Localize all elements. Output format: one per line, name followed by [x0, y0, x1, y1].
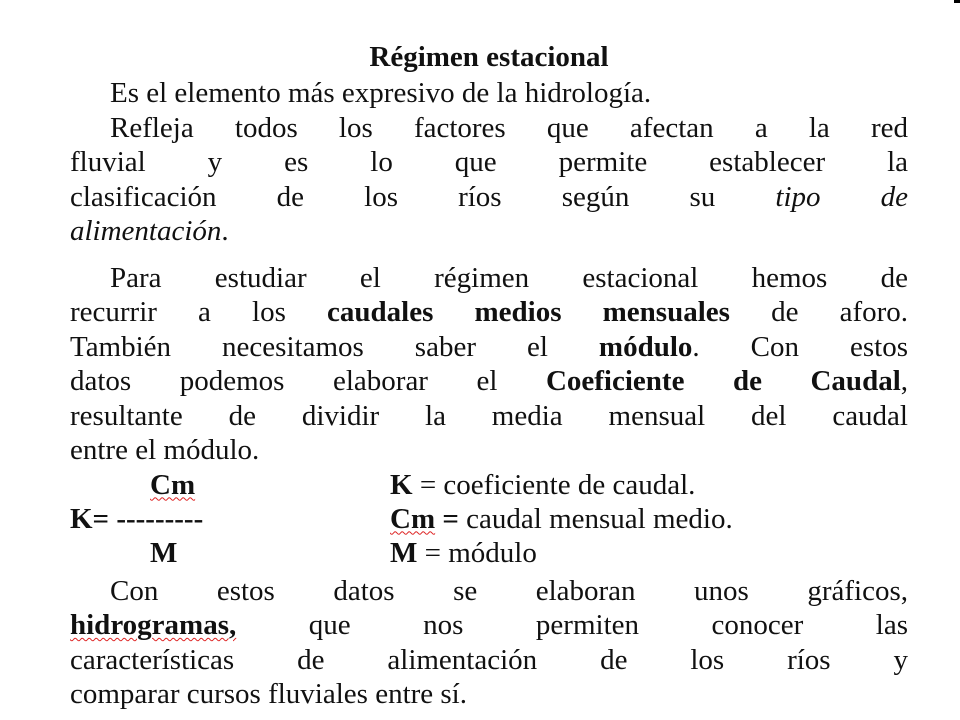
definition-m-text: = módulo [424, 536, 537, 569]
hidrogramas-line-1: Con estos datos se elaboran unos gráficos, [110, 574, 908, 607]
paragraph-intro [70, 76, 908, 111]
paragraph-hidrogramas [70, 574, 908, 712]
definition-cm-text: caudal mensual medio. [466, 502, 733, 535]
estudiar-line-2 [70, 295, 908, 330]
estudiar-line-4c: , [900, 365, 908, 397]
caudales-bold: caudales medios mensuales [327, 296, 730, 328]
hidrogramas-line-2b: que nos permiten conocer las [308, 609, 909, 641]
estudiar-line-3 [70, 330, 908, 365]
slide-content [70, 38, 908, 712]
refleja-line-4 [70, 214, 908, 249]
hidrogramas-bold: hidrogramas, [70, 609, 237, 641]
definition-cm [390, 502, 733, 536]
refleja-line-4-period: . [221, 215, 229, 247]
estudiar-line-5: resultante de dividir la media mensual del caudal [70, 399, 908, 432]
intro-line: Es el elemento más expresivo de la hidrología. [110, 77, 652, 109]
refleja-line-3a: clasificación de los ríos según su [70, 180, 716, 213]
refleja-line-2: fluvial y es lo que permite establecer la [70, 146, 908, 178]
formula-lhs: K= --------- [70, 502, 204, 535]
estudiar-line-3a: También necesitamos saber el [70, 330, 548, 363]
alimentacion-italic: alimentación [70, 215, 222, 247]
definition-m [390, 536, 537, 570]
refleja-line-3 [70, 180, 908, 215]
refleja-line-1: Refleja todos los factores que afectan a la red [110, 111, 908, 144]
slide-title: Régimen estacional [369, 41, 609, 73]
formula-numerator: Cm [150, 468, 196, 501]
estudiar-line-4 [70, 364, 908, 399]
hidrogramas-line-4: comparar cursos fluviales entre sí. [70, 678, 467, 710]
corner-mark [954, 0, 960, 3]
paragraph-estudiar [70, 261, 908, 468]
formula-block [70, 468, 908, 574]
estudiar-line-2c: de aforo. [771, 296, 909, 328]
formula-denominator: M [150, 536, 178, 569]
definition-cm-equals: = [442, 502, 459, 535]
definition-k-symbol: K [390, 468, 413, 501]
definition-k-text: = coeficiente de caudal. [419, 468, 696, 501]
paragraph-refleja [70, 111, 908, 249]
estudiar-line-1: Para estudiar el régimen estacional hemos de [110, 261, 908, 294]
definition-cm-symbol: Cm [390, 502, 436, 535]
estudiar-line-4a: datos podemos elaborar el [70, 365, 498, 397]
estudiar-line-3c: . Con estos [692, 330, 909, 363]
tipo-de-italic: tipo de [775, 180, 909, 213]
estudiar-line-2a: recurrir a los [70, 296, 286, 328]
modulo-bold: módulo [598, 330, 693, 363]
estudiar-line-6: entre el módulo. [70, 434, 260, 466]
hidrogramas-line-2 [70, 608, 908, 643]
definition-k [390, 468, 695, 502]
definition-m-symbol: M [390, 536, 418, 569]
coeficiente-bold: Coeficiente de Caudal [545, 365, 901, 397]
hidrogramas-line-3: características de alimentación de los ríos y [70, 643, 908, 676]
